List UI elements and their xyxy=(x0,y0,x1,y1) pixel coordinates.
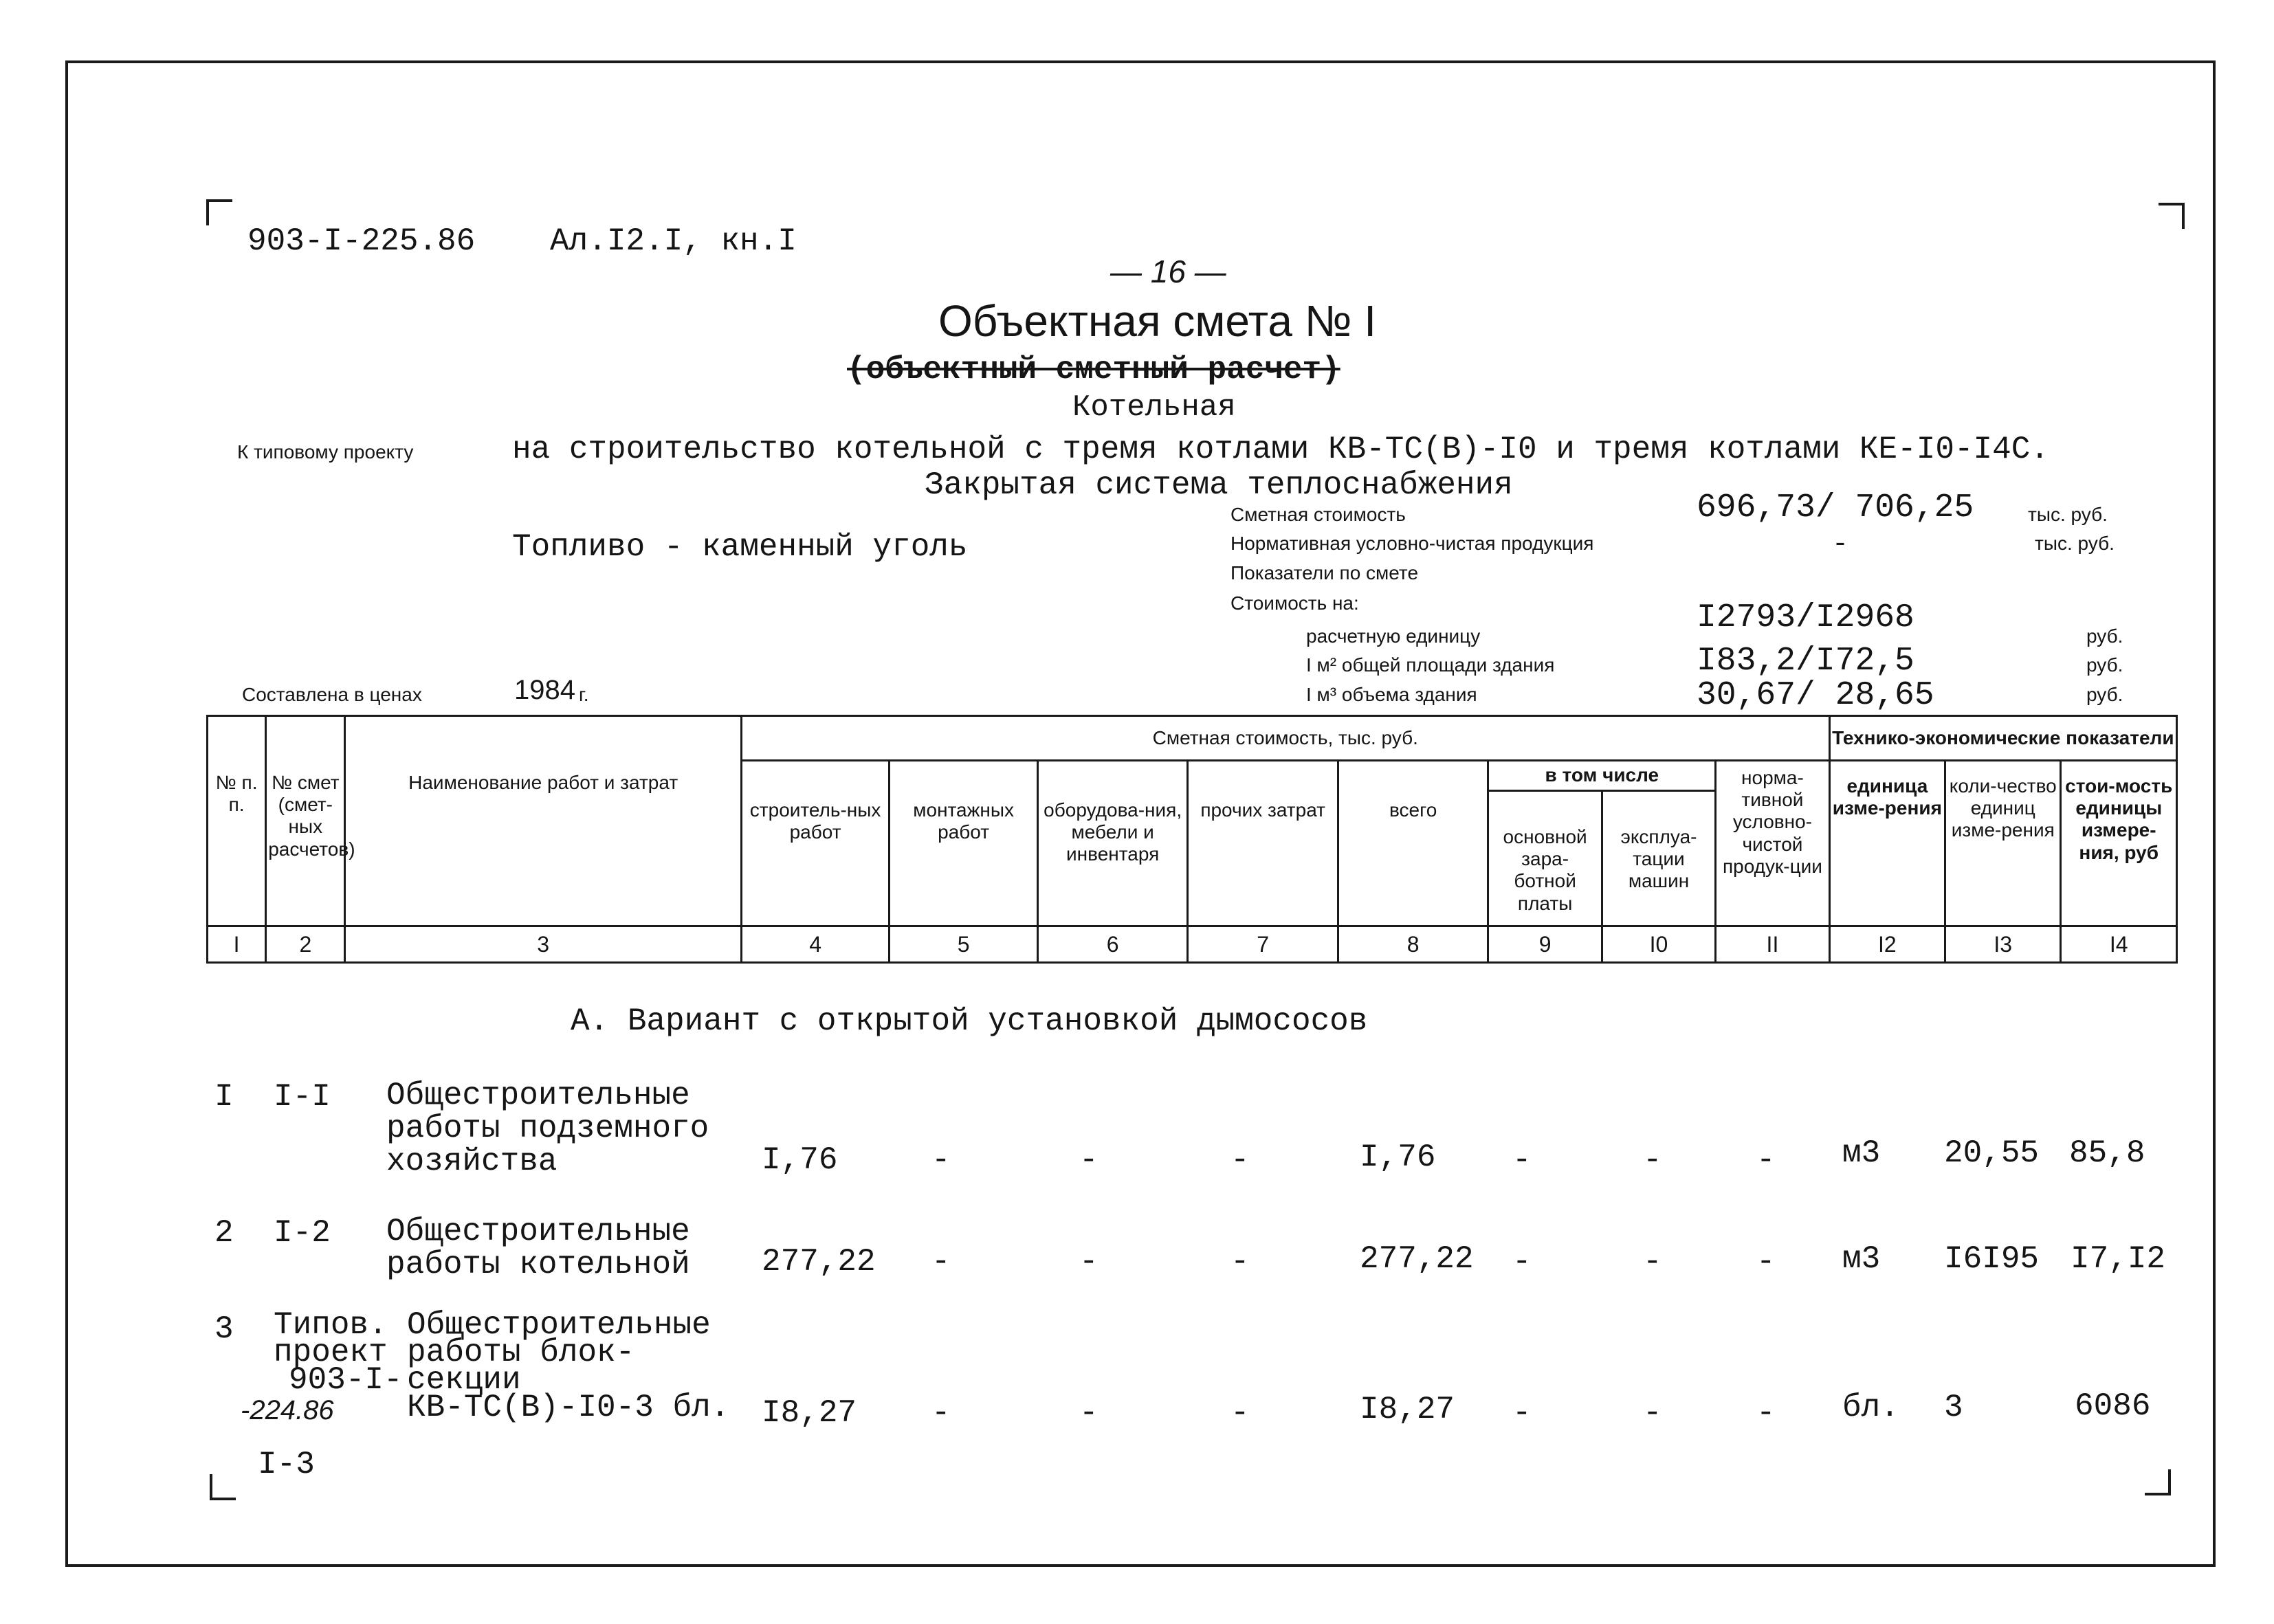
normative-unit: тыс. руб. xyxy=(2035,533,2115,554)
fuel-type: Топливо - каменный уголь xyxy=(512,529,968,565)
project-label: К типовому проекту xyxy=(237,441,414,463)
prices-label: Составлена в ценах xyxy=(242,684,422,705)
row-other-cost: - xyxy=(1230,1395,1250,1431)
row-other-cost: - xyxy=(1230,1142,1250,1178)
prices-suffix: г. xyxy=(579,684,589,705)
col-number: 8 xyxy=(1338,926,1488,963)
row-estimate: I-I xyxy=(274,1079,331,1115)
estimated-cost-label: Сметная стоимость xyxy=(1230,504,1406,525)
row-construction-cost: I8,27 xyxy=(762,1395,857,1431)
row-normative: - xyxy=(1756,1244,1776,1280)
corner-mark-bottom-right xyxy=(2145,1469,2171,1495)
col-group-tech-indicators: Технико-экономические показатели xyxy=(1829,716,2176,761)
calc-unit-label: расчетную единицу xyxy=(1306,625,1481,647)
struck-subtitle: (объектный сметный расчет) xyxy=(847,352,1340,388)
row-total-cost: I,76 xyxy=(1360,1139,1436,1175)
col-number: 6 xyxy=(1037,926,1188,963)
area-unit: руб. xyxy=(2086,654,2123,676)
row-unit-cost: 6086 xyxy=(2075,1388,2151,1424)
volume-label: I м³ объема здания xyxy=(1306,684,1477,705)
row-estimate: I-2 xyxy=(274,1215,331,1251)
col-header-mounting: монтажных работ xyxy=(890,761,1038,926)
col-header-row-number: № п. п. xyxy=(208,716,266,926)
row-total-cost: 277,22 xyxy=(1360,1241,1474,1277)
estimate-table-header xyxy=(206,715,2178,964)
document-code: 903-I-225.86 xyxy=(247,223,476,259)
cost-on-value: I2793/I2968 xyxy=(1697,599,1914,636)
row-estimate-sub: I-3 xyxy=(258,1447,315,1482)
row-construction-cost: 277,22 xyxy=(762,1244,876,1280)
row-wages: - xyxy=(1512,1244,1532,1280)
row-mounting-cost: - xyxy=(931,1395,951,1431)
volume-unit: руб. xyxy=(2086,684,2123,705)
system-type: Закрытая система теплоснабжения xyxy=(925,467,1513,503)
col-number: 4 xyxy=(741,926,890,963)
row-wages: - xyxy=(1512,1142,1532,1178)
col-number: I4 xyxy=(2061,926,2177,963)
indicators-label: Показатели по смете xyxy=(1230,562,1419,583)
col-number: 3 xyxy=(345,926,741,963)
row-number: I xyxy=(214,1079,234,1115)
col-header-machines: эксплуа-тации машин xyxy=(1602,790,1715,926)
col-header-quantity: коли-чество единиц изме-рения xyxy=(1945,761,2061,926)
row-unit: бл. xyxy=(1842,1390,1899,1425)
row-quantity: 3 xyxy=(1944,1390,1963,1425)
row-unit: м3 xyxy=(1842,1241,1881,1277)
estimated-cost-unit: тыс. руб. xyxy=(2028,504,2108,525)
col-number: I3 xyxy=(1945,926,2061,963)
row-mounting-cost: - xyxy=(931,1142,951,1178)
normative-label: Нормативная условно-чистая продукция xyxy=(1230,533,1594,554)
page-number: — 16 — xyxy=(1110,254,1226,289)
col-header-normative: норма-тивной условно-чистой продук-ции xyxy=(1716,761,1829,926)
row-machines: - xyxy=(1643,1395,1662,1431)
object-name: Котельная xyxy=(1072,390,1236,425)
row-normative: - xyxy=(1756,1395,1776,1431)
row-unit-cost: I7,I2 xyxy=(2071,1241,2166,1277)
col-header-unit: единица изме-рения xyxy=(1829,761,1945,926)
row-construction-cost: I,76 xyxy=(762,1142,838,1178)
row-total-cost: I8,27 xyxy=(1360,1392,1455,1427)
row-equipment-cost: - xyxy=(1079,1244,1099,1280)
col-number: 9 xyxy=(1488,926,1602,963)
row-unit-cost: 85,8 xyxy=(2069,1135,2145,1171)
col-header-other: прочих затрат xyxy=(1188,761,1338,926)
cost-on-label: Стоимость на: xyxy=(1230,592,1359,614)
col-number: I xyxy=(208,926,266,963)
row-quantity: 20,55 xyxy=(1944,1135,2040,1171)
row-work-name: Общестроительные работы блок- секции КВ-ТС(В)-I0-3 бл. xyxy=(407,1307,730,1425)
corner-mark-top-right xyxy=(2159,203,2185,229)
row-number: 2 xyxy=(214,1215,234,1251)
col-header-estimate-number: № смет (смет-ных расчетов) xyxy=(266,716,345,926)
corner-mark-top-left xyxy=(206,199,232,225)
col-number: 5 xyxy=(890,926,1038,963)
col-group-including: в том числе xyxy=(1488,761,1716,791)
col-header-work-name: Наименование работ и затрат xyxy=(345,716,741,926)
row-quantity: I6I95 xyxy=(1944,1241,2040,1277)
album-number: Ал.I2.I, кн.I xyxy=(550,223,797,259)
row-work-name: Общестроительные работы котельной xyxy=(386,1214,690,1282)
estimated-cost-value: 696,73/ 706,25 xyxy=(1697,489,1974,526)
col-number: I0 xyxy=(1602,926,1715,963)
col-header-unit-cost: стои-мость единицы измере-ния, руб xyxy=(2061,761,2177,926)
page-title: Объектная смета № I xyxy=(938,296,1376,346)
prices-year: 1984 xyxy=(514,675,575,705)
col-group-estimated-cost: Сметная стоимость, тыс. руб. xyxy=(741,716,1829,761)
row-machines: - xyxy=(1643,1244,1662,1280)
corner-mark-bottom-left xyxy=(210,1474,236,1500)
row-estimate-project-code: -224.86 xyxy=(241,1395,334,1425)
row-estimate: Типов. проект 903-I- xyxy=(274,1307,403,1398)
section-title: А. Вариант с открытой установкой дымососов xyxy=(571,1003,1368,1039)
normative-value: - xyxy=(1832,529,1849,560)
row-machines: - xyxy=(1643,1142,1662,1178)
col-header-equipment: оборудова-ния, мебели и инвентаря xyxy=(1037,761,1188,926)
row-equipment-cost: - xyxy=(1079,1395,1099,1431)
col-header-total: всего xyxy=(1338,761,1488,926)
row-mounting-cost: - xyxy=(931,1244,951,1280)
col-number: 2 xyxy=(266,926,345,963)
row-number: 3 xyxy=(214,1311,234,1347)
row-other-cost: - xyxy=(1230,1244,1250,1280)
col-header-wages: основной зара-ботной платы xyxy=(1488,790,1602,926)
col-number: 7 xyxy=(1188,926,1338,963)
row-normative: - xyxy=(1756,1142,1776,1178)
col-number: II xyxy=(1716,926,1829,963)
col-header-construction: строитель-ных работ xyxy=(741,761,890,926)
area-value: I83,2/I72,5 xyxy=(1697,643,1914,680)
row-unit: м3 xyxy=(1842,1135,1881,1171)
project-description: на строительство котельной с тремя котлами КВ-ТС(В)-I0 и тремя котлами КЕ-I0-I4С. xyxy=(512,432,2049,467)
area-label: I м² общей площади здания xyxy=(1306,654,1555,676)
row-equipment-cost: - xyxy=(1079,1142,1099,1178)
calc-unit-unit: руб. xyxy=(2086,625,2123,647)
volume-value: 30,67/ 28,65 xyxy=(1697,677,1934,714)
col-number: I2 xyxy=(1829,926,1945,963)
row-wages: - xyxy=(1512,1395,1532,1431)
row-work-name: Общестроительные работы подземного хозяйства xyxy=(386,1078,709,1179)
